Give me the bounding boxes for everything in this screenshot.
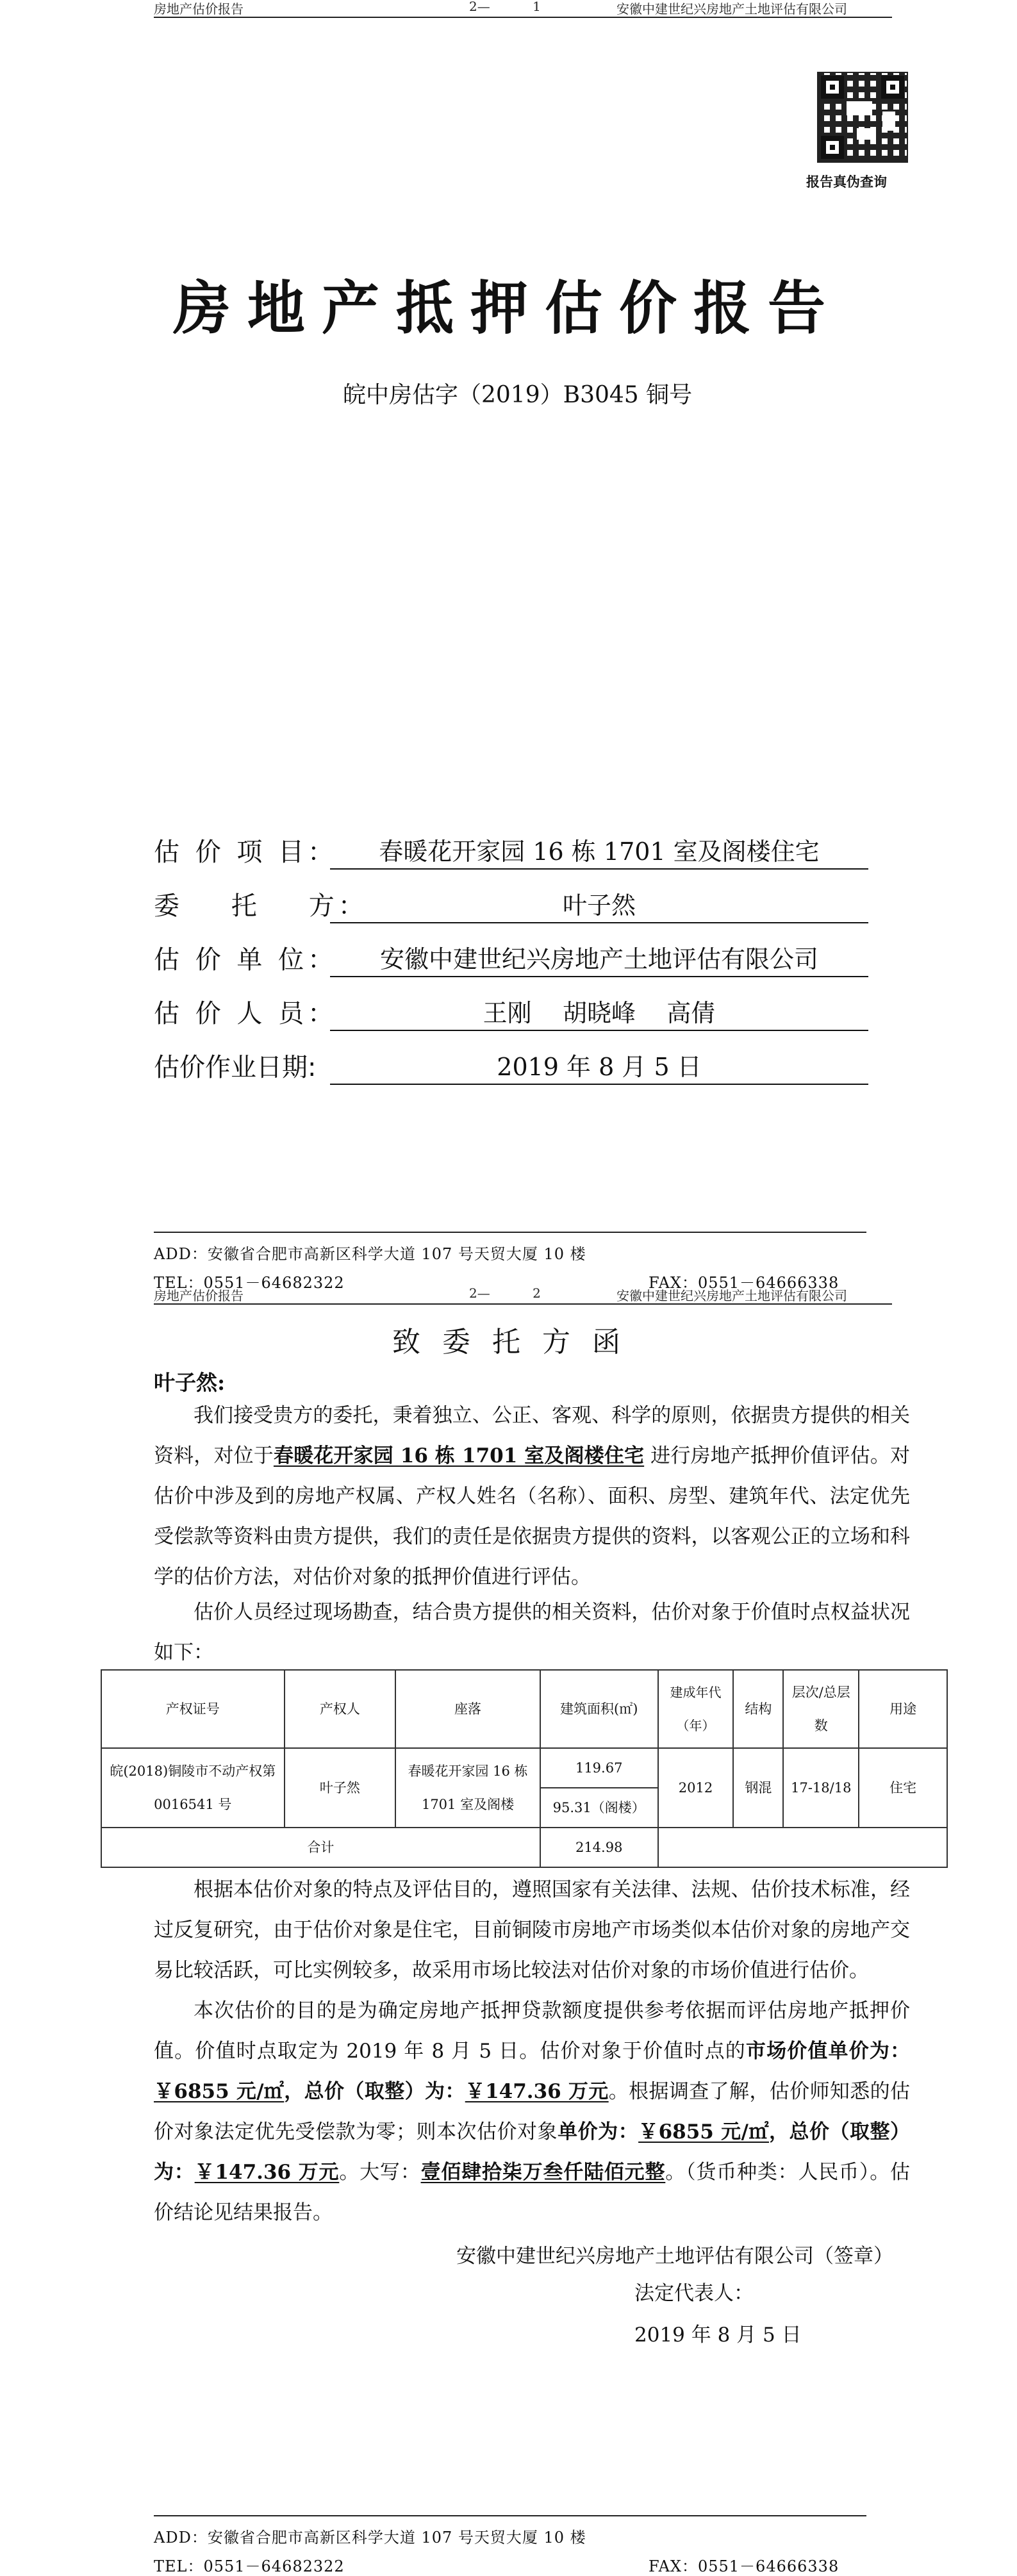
cover-value-appraisers: 王刚 胡晓峰 高倩: [330, 993, 868, 1031]
signature-date: 2019 年 8 月 5 日: [634, 2324, 802, 2347]
report-title: 房地产抵押估价报告: [173, 275, 842, 342]
cover-row-project: [154, 832, 872, 870]
cell-total-label: 合计: [101, 1828, 540, 1867]
cell-usage: 住宅: [859, 1748, 947, 1828]
cover-value-date: 2019 年 8 月 5 日: [330, 1047, 868, 1085]
table-header-cell: 建筑面积(㎡): [540, 1670, 658, 1748]
header-page-number: 2— 2: [469, 1285, 541, 1301]
cover-row-client: [154, 886, 872, 924]
header-rule: [154, 1303, 892, 1305]
cell-area-attic: 95.31（阁楼）: [540, 1788, 658, 1828]
table-header-cell: 结构: [733, 1670, 783, 1748]
footer-tel: TEL：0551－64682322: [154, 1274, 345, 1292]
market-unit-price: ￥6855 元/㎡: [154, 2080, 285, 2103]
cell-location: 春暖花开家园 16 栋 1701 室及阁楼: [395, 1748, 540, 1828]
cell-structure: 钢混: [733, 1748, 783, 1828]
cell-empty: [658, 1828, 947, 1867]
header-left: 房地产估价报告: [154, 1, 244, 17]
cover-value-project: 春暖花开家园 16 栋 1701 室及阁楼住宅: [330, 832, 868, 870]
table-header-cell: 层次/总层数: [783, 1670, 859, 1748]
header-rule: [154, 17, 892, 18]
cover-row-date: [154, 1047, 872, 1086]
report-number: 皖中房估字（2019）B3045 铜号: [343, 382, 693, 408]
footer-rule: [154, 2515, 866, 2516]
footer-fax: FAX：0551－64666338: [649, 2557, 839, 2575]
market-total-price: ￥147.36 万元: [465, 2080, 609, 2103]
paragraph-inspection: 估价人员经过现场勘查，结合贵方提供的相关资料，估价对象于价值时点权益状况如下：: [154, 1601, 910, 1664]
amount-in-words: 壹佰肆拾柒万叁仟陆佰元整: [420, 2161, 666, 2184]
cell-certificate-number: 皖(2018)铜陵市不动产权第 0016541 号: [101, 1748, 285, 1828]
footer-tel: TEL：0551－64682322: [154, 2557, 345, 2575]
cell-build-year: 2012: [658, 1748, 734, 1828]
cover-row-appraisers: [154, 993, 872, 1032]
table-total-row: [101, 1828, 947, 1867]
header-right: 安徽中建世纪兴房地产土地评估有限公司: [616, 1288, 847, 1303]
paragraph-intro: [154, 1396, 910, 1598]
signature-representative: 法定代表人：: [634, 2282, 754, 2305]
cover-label-client: 委 托 方：: [154, 891, 368, 921]
salutation: 叶子然:: [154, 1370, 226, 1395]
footer-rule: [154, 1232, 866, 1233]
table-header-cell: 产权人: [285, 1670, 396, 1748]
signature-company: 安徽中建世纪兴房地产土地评估有限公司（签章）: [456, 2245, 893, 2268]
cover-label-date: 估价作业日期:: [154, 1053, 317, 1082]
table-header-cell: 建成年代（年）: [658, 1670, 734, 1748]
cover-label-project: 估 价 项 目：: [154, 838, 338, 867]
cell-area-main: 119.67: [540, 1748, 658, 1788]
table-row: [101, 1748, 947, 1788]
qr-caption: 报告真伪查询: [806, 174, 887, 190]
property-address: 春暖花开家园 16 栋 1701 室及阁楼住宅: [273, 1444, 645, 1467]
footer-fax: FAX：0551－64666338: [649, 1274, 839, 1292]
paragraph-method: 根据本估价对象的特点及评估目的，遵照国家有关法律、法规、估价技术标准，经过反复研究，由于估价对象是住宅，目前铜陵市房地产市场类似本估价对象的房地产交易比较活跃，可比实例较多，故采用市场比较法对估价对象的市场价值进行估价。: [154, 1878, 910, 1982]
paragraph-conclusion: 本次估价的目的是为确定房地产抵押贷款额度提供参考依据而评估房地产抵押价值。价值时点取定为 2019 年 8 月 5 日。估价对象于价值时点的市场价值单价为：￥6855 元/㎡，总价（取整）为：￥147.36 万元。根据调查了解，估价师知悉的估价对象法定优先受偿款为零；则本次估价对象单价为：￥6855 元/㎡，总价（取整）为：￥147.36 万元。大写：壹佰肆拾柒万叁仟陆佰元整。（货币种类：人民币）。估价结论见结果报告。: [154, 1999, 911, 2224]
mortgage-total-price: ￥147.36 万元: [194, 2161, 340, 2184]
unit-price-label: 市场价值单价为：: [745, 2040, 910, 2063]
cover-label-company: 估 价 单 位：: [154, 945, 338, 975]
cover-value-client: 叶子然: [330, 886, 868, 923]
header-page-number: 2— 1: [469, 0, 541, 14]
header-right: 安徽中建世纪兴房地产土地评估有限公司: [616, 1, 847, 17]
table-header-cell: 用途: [859, 1670, 947, 1748]
mortgage-unit-price: ￥6855 元/㎡: [638, 2120, 769, 2143]
footer-address: ADD：安徽省合肥市高新区科学大道 107 号天贸大厦 10 楼: [154, 2529, 586, 2547]
table-header-cell: 座落: [395, 1670, 540, 1748]
cover-label-appraisers: 估 价 人 员：: [154, 999, 338, 1028]
table-header-row: [101, 1670, 947, 1748]
header-left: 房地产估价报告: [154, 1288, 244, 1303]
paragraph-intro-c: 进行房地产抵押价值评估。对估价中涉及到的房地产权属、产权人姓名（名称）、面积、房型、建筑年代、法定优先受偿款等资料由贵方提供，我们的责任是依据贵方提供的资料，以客观公正的立场和科学的估价方法，对估价对象的抵押价值进行评估。: [154, 1444, 911, 1589]
letter-title: 致委托方函: [392, 1326, 642, 1358]
cover-row-appraiser-company: [154, 939, 872, 978]
property-rights-table: [101, 1669, 948, 1868]
cell-total-value: 214.98: [540, 1828, 658, 1867]
qr-code-icon[interactable]: [817, 72, 908, 163]
cover-value-company: 安徽中建世纪兴房地产土地评估有限公司: [330, 939, 868, 977]
cell-owner: 叶子然: [285, 1748, 396, 1828]
cell-floors: 17-18/18: [783, 1748, 859, 1828]
paragraph-intro-a: 我们接受贵方的委托，秉着独立、公正、客观、科学的原则，依据贵方提供的相关资料，对位于: [154, 1404, 910, 1467]
table-header-cell: 产权证号: [101, 1670, 285, 1748]
footer-address: ADD：安徽省合肥市高新区科学大道 107 号天贸大厦 10 楼: [154, 1245, 586, 1263]
